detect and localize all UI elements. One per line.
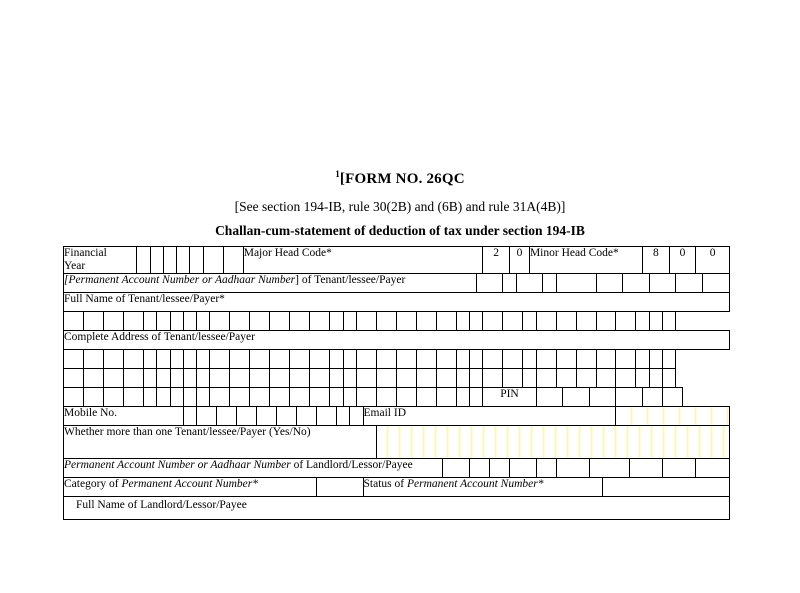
address-box[interactable] — [290, 349, 310, 368]
table-row-address-boxes-3-pin — [64, 387, 730, 406]
address-box[interactable] — [503, 368, 523, 387]
address-box[interactable] — [663, 349, 676, 368]
address-box[interactable] — [230, 368, 250, 387]
form-number: [FORM NO. 26QC — [339, 171, 465, 187]
major-head-code-digit[interactable]: 0 — [509, 247, 529, 274]
tenant-name-box[interactable] — [183, 311, 196, 330]
major-head-code-label: Major Head Code* — [243, 247, 483, 274]
address-box[interactable] — [197, 349, 210, 368]
address-box[interactable] — [436, 368, 456, 387]
address-box[interactable] — [483, 349, 503, 368]
address-box[interactable] — [376, 387, 396, 406]
address-box[interactable] — [250, 368, 270, 387]
email-label: Email ID — [363, 406, 616, 425]
tenant-name-box[interactable] — [343, 311, 356, 330]
address-box[interactable] — [456, 349, 469, 368]
tenant-name-box[interactable] — [556, 311, 576, 330]
address-box[interactable] — [83, 349, 103, 368]
tenant-name-box[interactable] — [636, 311, 649, 330]
financial-year-label: Financial Year — [64, 247, 137, 274]
address-box[interactable] — [250, 349, 270, 368]
status-pan-label: Status of Permanent Account Number* — [363, 477, 603, 496]
address-box[interactable] — [310, 387, 330, 406]
address-box[interactable] — [596, 349, 616, 368]
pin-box[interactable] — [663, 387, 683, 406]
form-subtitle: Challan-cum-statement of deduction of tax under section 194-IB — [215, 223, 585, 238]
financial-year-box[interactable] — [150, 247, 163, 274]
address-box[interactable] — [157, 387, 170, 406]
landlord-pan-box[interactable] — [556, 458, 589, 477]
address-box[interactable] — [183, 349, 196, 368]
mobile-box[interactable] — [217, 406, 237, 425]
landlord-pan-box[interactable] — [696, 458, 730, 477]
address-box[interactable] — [157, 368, 170, 387]
address-box[interactable] — [356, 368, 376, 387]
pin-label: PIN — [483, 387, 536, 406]
landlord-name-label: Full Name of Landlord/Lessor/Payee — [64, 496, 730, 519]
financial-year-box[interactable] — [163, 247, 176, 274]
form-26qc-table — [63, 246, 730, 520]
minor-head-code-digit[interactable]: 8 — [643, 247, 670, 274]
address-box[interactable] — [436, 387, 456, 406]
address-box[interactable] — [157, 349, 170, 368]
address-box[interactable] — [483, 368, 503, 387]
category-pan-label: Category of Permanent Account Number* — [64, 477, 317, 496]
tenant-name-box[interactable] — [376, 311, 396, 330]
address-box[interactable] — [396, 387, 416, 406]
address-box[interactable] — [536, 368, 556, 387]
mobile-box[interactable] — [183, 406, 196, 425]
financial-year-box[interactable] — [203, 247, 223, 274]
landlord-pan-box[interactable] — [490, 458, 510, 477]
table-row-more-than-one-tenant — [64, 425, 730, 458]
landlord-pan-box[interactable] — [663, 458, 696, 477]
mobile-box[interactable] — [197, 406, 217, 425]
pin-box[interactable] — [616, 387, 643, 406]
address-box[interactable] — [470, 349, 483, 368]
tenant-address-label: Complete Address of Tenant/lessee/Payer — [64, 330, 730, 349]
tenant-name-box[interactable] — [396, 311, 416, 330]
landlord-pan-box[interactable] — [589, 458, 629, 477]
address-box[interactable] — [636, 368, 649, 387]
tenant-name-box[interactable] — [250, 311, 270, 330]
tenant-name-box[interactable] — [230, 311, 250, 330]
address-box[interactable] — [170, 368, 183, 387]
tenant-name-box[interactable] — [616, 311, 636, 330]
address-box[interactable] — [83, 387, 103, 406]
tenant-name-box[interactable] — [143, 311, 156, 330]
tenant-name-box[interactable] — [210, 311, 230, 330]
financial-year-box[interactable] — [190, 247, 203, 274]
address-box[interactable] — [343, 387, 356, 406]
landlord-pan-box[interactable] — [629, 458, 662, 477]
address-box[interactable] — [556, 349, 576, 368]
address-box[interactable] — [456, 368, 469, 387]
address-box[interactable] — [183, 387, 196, 406]
financial-year-box[interactable] — [223, 247, 243, 274]
pin-box[interactable] — [643, 387, 663, 406]
mobile-box[interactable] — [257, 406, 277, 425]
financial-year-box[interactable] — [137, 247, 150, 274]
address-box[interactable] — [456, 387, 469, 406]
address-box[interactable] — [330, 368, 343, 387]
major-head-code-digit[interactable]: 2 — [483, 247, 510, 274]
address-box[interactable] — [356, 349, 376, 368]
tenant-name-box[interactable] — [83, 311, 103, 330]
address-box[interactable] — [230, 349, 250, 368]
address-box[interactable] — [343, 368, 356, 387]
address-box[interactable] — [416, 368, 436, 387]
mobile-label: Mobile No. — [64, 406, 184, 425]
category-pan-input[interactable] — [316, 477, 363, 496]
address-box[interactable] — [290, 387, 310, 406]
tenant-name-box[interactable] — [596, 311, 616, 330]
tenant-pan-box[interactable] — [596, 273, 623, 292]
address-box[interactable] — [470, 368, 483, 387]
table-row-landlord-pan — [64, 458, 730, 477]
address-box[interactable] — [596, 368, 616, 387]
address-box[interactable] — [649, 349, 662, 368]
tenant-pan-box[interactable] — [516, 273, 543, 292]
address-box[interactable] — [64, 368, 84, 387]
tenant-pan-box[interactable] — [503, 273, 516, 292]
address-box[interactable] — [396, 349, 416, 368]
address-box[interactable] — [103, 349, 123, 368]
table-row-landlord-name — [64, 496, 730, 519]
address-box[interactable] — [250, 387, 270, 406]
tenant-name-box[interactable] — [270, 311, 290, 330]
address-box[interactable] — [270, 387, 290, 406]
tenant-name-box[interactable] — [157, 311, 170, 330]
address-box[interactable] — [170, 349, 183, 368]
address-box[interactable] — [170, 387, 183, 406]
tenant-name-box[interactable] — [330, 311, 343, 330]
address-box[interactable] — [270, 349, 290, 368]
landlord-pan-box[interactable] — [509, 458, 536, 477]
pin-box[interactable] — [536, 387, 563, 406]
tenant-name-box[interactable] — [123, 311, 143, 330]
pin-box[interactable] — [563, 387, 590, 406]
address-box[interactable] — [123, 387, 143, 406]
address-box[interactable] — [64, 349, 84, 368]
more-than-one-tenant-label: Whether more than one Tenant/lessee/Payer (Yes/No) — [64, 425, 377, 458]
see-section-reference: [See section 194-IB, rule 30(2B) and (6B) and rule 31A(4B)] — [234, 199, 566, 214]
table-row-address-boxes-1 — [64, 349, 730, 368]
tenant-pan-box[interactable] — [676, 273, 703, 292]
financial-year-box[interactable] — [177, 247, 190, 274]
tenant-name-box[interactable] — [470, 311, 483, 330]
table-row-address-boxes-2 — [64, 368, 730, 387]
address-box[interactable] — [210, 349, 230, 368]
more-than-one-tenant-input[interactable] — [376, 425, 729, 458]
address-box[interactable] — [123, 349, 143, 368]
tenant-pan-box[interactable] — [556, 273, 596, 292]
landlord-pan-box[interactable] — [470, 458, 490, 477]
tenant-name-box[interactable] — [483, 311, 503, 330]
tenant-name-label: Full Name of Tenant/lessee/Payer* — [64, 292, 730, 311]
tenant-pan-box[interactable] — [703, 273, 730, 292]
table-row-category-status — [64, 477, 730, 496]
mobile-box[interactable] — [296, 406, 316, 425]
address-box[interactable] — [197, 387, 210, 406]
tenant-name-box[interactable] — [456, 311, 469, 330]
tenant-name-box[interactable] — [536, 311, 556, 330]
table-row-tenant-name-label — [64, 292, 730, 311]
address-box[interactable] — [143, 349, 156, 368]
address-box[interactable] — [64, 387, 84, 406]
address-box[interactable] — [210, 368, 230, 387]
tenant-pan-box[interactable] — [476, 273, 503, 292]
address-box[interactable] — [343, 349, 356, 368]
tenant-name-box[interactable] — [310, 311, 330, 330]
address-box[interactable] — [663, 368, 676, 387]
address-box[interactable] — [330, 387, 343, 406]
footnote-marker: 1 — [335, 169, 340, 179]
tenant-name-box[interactable] — [64, 311, 84, 330]
tenant-name-box[interactable] — [103, 311, 123, 330]
address-box[interactable] — [290, 368, 310, 387]
landlord-pan-box[interactable] — [443, 458, 470, 477]
mobile-box[interactable] — [237, 406, 257, 425]
address-box[interactable] — [143, 387, 156, 406]
tenant-name-box[interactable] — [290, 311, 310, 330]
status-pan-input[interactable] — [603, 477, 730, 496]
address-box[interactable] — [523, 368, 536, 387]
mobile-box[interactable] — [316, 406, 336, 425]
tenant-name-box[interactable] — [576, 311, 596, 330]
address-box[interactable] — [636, 349, 649, 368]
tenant-name-box[interactable] — [356, 311, 376, 330]
address-box[interactable] — [123, 368, 143, 387]
tenant-name-box[interactable] — [197, 311, 210, 330]
address-box[interactable] — [649, 368, 662, 387]
address-box[interactable] — [416, 387, 436, 406]
tenant-name-box[interactable] — [416, 311, 436, 330]
table-row-tenant-address-label — [64, 330, 730, 349]
address-box[interactable] — [103, 368, 123, 387]
tenant-name-box[interactable] — [649, 311, 662, 330]
address-box[interactable] — [103, 387, 123, 406]
minor-head-code-digit[interactable]: 0 — [669, 247, 696, 274]
tenant-name-box[interactable] — [663, 311, 676, 330]
address-box[interactable] — [616, 368, 636, 387]
landlord-pan-box[interactable] — [536, 458, 556, 477]
address-box[interactable] — [330, 349, 343, 368]
address-box[interactable] — [270, 368, 290, 387]
address-box[interactable] — [197, 368, 210, 387]
table-row-financial-year — [64, 247, 730, 274]
address-box[interactable] — [556, 368, 576, 387]
tenant-name-box[interactable] — [170, 311, 183, 330]
address-box[interactable] — [83, 368, 103, 387]
address-box[interactable] — [376, 368, 396, 387]
address-box[interactable] — [376, 349, 396, 368]
tenant-name-box[interactable] — [523, 311, 536, 330]
table-row-tenant-pan — [64, 273, 730, 292]
mobile-box[interactable] — [350, 406, 363, 425]
table-row-mobile-email — [64, 406, 730, 425]
address-box[interactable] — [143, 368, 156, 387]
landlord-pan-label: Permanent Account Number or Aadhaar Number of Landlord/Lessor/Payee — [64, 458, 443, 477]
address-box[interactable] — [576, 368, 596, 387]
address-box[interactable] — [436, 349, 456, 368]
minor-head-code-digit[interactable]: 0 — [696, 247, 730, 274]
mobile-box[interactable] — [277, 406, 297, 425]
address-box[interactable] — [536, 349, 556, 368]
tenant-pan-box[interactable] — [623, 273, 650, 292]
address-box[interactable] — [470, 387, 483, 406]
tenant-pan-box[interactable] — [543, 273, 556, 292]
address-box[interactable] — [616, 349, 636, 368]
address-box[interactable] — [356, 387, 376, 406]
address-box[interactable] — [183, 368, 196, 387]
address-box[interactable] — [396, 368, 416, 387]
table-row-tenant-name-boxes — [64, 311, 730, 330]
email-input[interactable] — [616, 406, 730, 425]
address-box[interactable] — [310, 368, 330, 387]
tenant-name-box[interactable] — [503, 311, 523, 330]
address-box[interactable] — [210, 387, 230, 406]
address-box[interactable] — [576, 349, 596, 368]
tenant-pan-box[interactable] — [649, 273, 676, 292]
address-box[interactable] — [416, 349, 436, 368]
pin-box[interactable] — [589, 387, 616, 406]
address-box[interactable] — [230, 387, 250, 406]
address-box[interactable] — [523, 349, 536, 368]
address-box[interactable] — [310, 349, 330, 368]
tenant-pan-label: [Permanent Account Number or Aadhaar Number] of Tenant/lessee/Payer — [64, 273, 477, 292]
minor-head-code-label: Minor Head Code* — [529, 247, 642, 274]
page-title — [0, 169, 800, 188]
tenant-name-box[interactable] — [436, 311, 456, 330]
mobile-box[interactable] — [336, 406, 349, 425]
address-box[interactable] — [503, 349, 523, 368]
